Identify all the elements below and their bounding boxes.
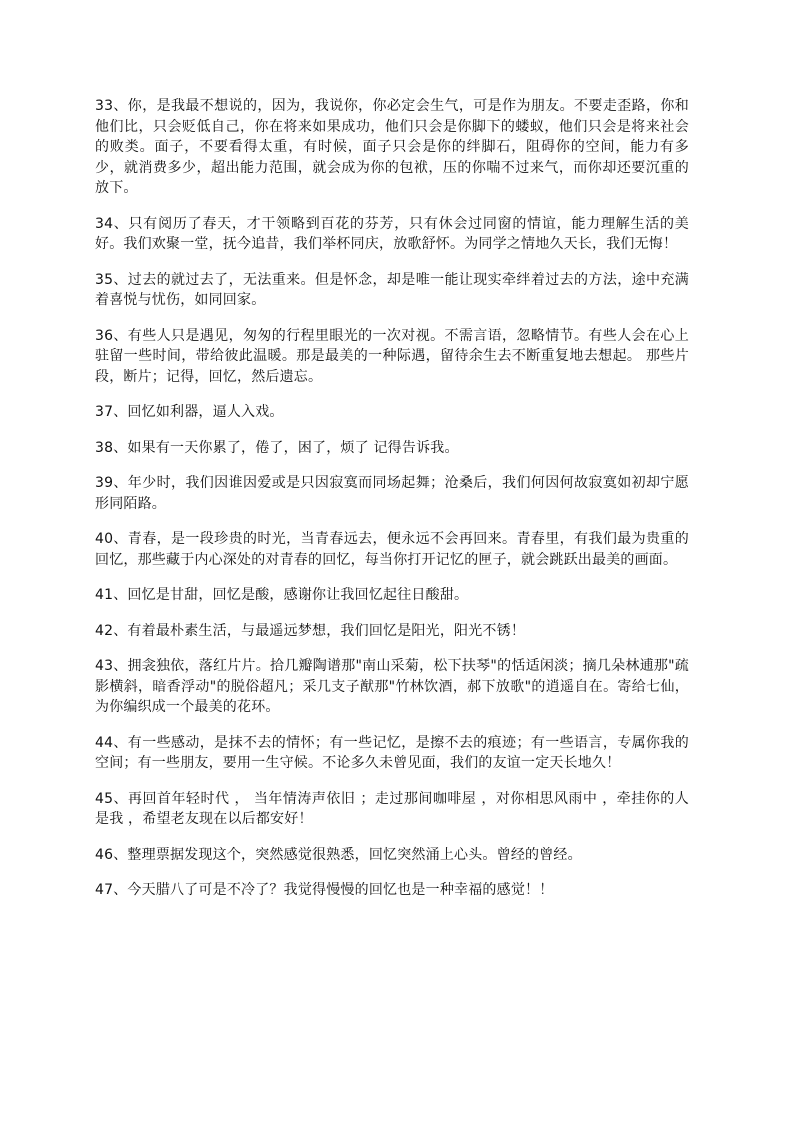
entry-47: 47、今天腊八了可是不冷了？我觉得慢慢的回忆也是一种幸福的感觉！！ [95,882,554,898]
entry-44: 44、有一些感动，是抹不去的情怀；有一些记忆，是擦不去的痕迹；有一些语言，专属你我的空间；有一些朋友，要用一生守候。不论多久未曾见面，我们的友谊一定天长地久！ [95,734,689,771]
entry-35: 35、过去的就过去了，无法重来。但是怀念，却是唯一能让现实牵绊着过去的方法，途中充满着喜悦与忧伤，如同回家。 [95,271,689,308]
entry-36: 36、有些人只是遇见，匆匆的行程里眼光的一次对视。不需言语，忽略情节。有些人会在心上驻留一些时间，带给彼此温暖。那是最美的一种际遇，留待余生去不断重复地去想起。 那些片段，断片；记得，回忆，然后遗忘。 [95,327,689,385]
entry-46: 46、整理票据发现这个，突然感觉很熟悉，回忆突然涌上心头。曾经的曾经。 [95,846,582,863]
entry-41: 41、回忆是甘甜，回忆是酸，感谢你让我回忆起往日酸甜。 [95,587,469,603]
entry-34: 34、只有阅历了春天，才干领略到百花的芬芳，只有休会过同窗的情谊，能力理解生活的美好。我们欢聚一堂，抚今追昔，我们举杯同庆，放歌舒怀。为同学之情地久天长，我们无悔！ [95,215,689,252]
entry-39: 39、年少时，我们因谁因爱或是只因寂寞而同场起舞；沧桑后，我们何因何故寂寞如初却宁愿形同陌路。 [95,475,689,512]
entry-40: 40、青春，是一段珍贵的时光，当青春远去，便永远不会再回来。青春里，有我们最为贵重的回忆，那些藏于内心深处的对青春的回忆，每当你打开记忆的匣子，就会跳跃出最美的画面。 [95,531,689,568]
entry-42: 42、有着最朴素生活，与最遥远梦想，我们回忆是阳光，阳光不锈！ [95,622,526,639]
entry-37: 37、回忆如利器，逼人入戏。 [95,404,284,420]
entry-45: 45、再回首年轻时代 ， 当年情涛声依旧 ；走过那间咖啡屋 ，对你相思风雨中 ，牵挂你的人是我 ，希望老友现在以后都安好！ [95,790,689,827]
entry-43: 43、拥衾独依，落红片片。拾几瓣陶谱那"南山采菊，松下扶琴"的恬适闲淡；摘几朵林逋那"疏影横斜，暗香浮动"的脱俗超凡；采几支子猷那"竹林饮酒，郝下放歌"的逍遥自在。寄给七仙，为你编织成一个最美的花环。 [95,658,689,715]
document-page [95,96,689,916]
entry-33: 33、你，是我最不想说的，因为，我说你，你必定会生气，可是作为朋友。不要走歪路，你和他们比，只会贬低自己，你在将来如果成功，他们只会是你脚下的蝼蚁，他们只会是将来社会的败类。面子，不要看得太重，有时候，面子只会是你的绊脚石，阻碍你的空间，能力有多少，就消费多少，超出能力范围，就会成为你的包袱，压的你喘不过来气，而你却还要沉重的放下。 [95,98,689,196]
entry-38: 38、如果有一天你累了，倦了，困了，烦了 记得告诉我。 [95,439,459,456]
